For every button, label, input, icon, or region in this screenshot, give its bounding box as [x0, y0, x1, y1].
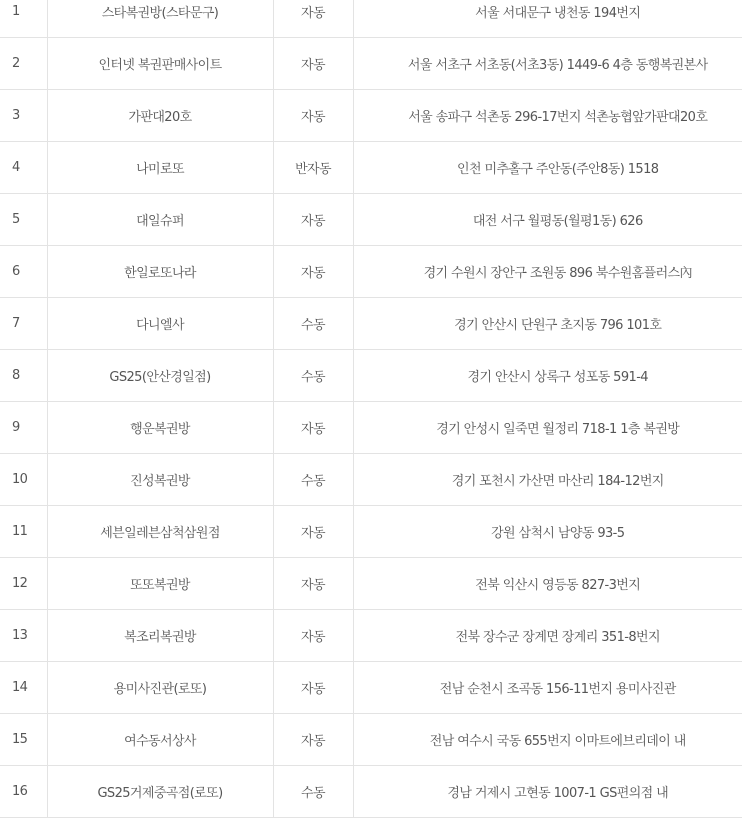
store-name-cell: GS25거제중곡점(로또) [47, 766, 273, 818]
store-address-cell: 전북 익산시 영등동 827-3번지 [353, 558, 742, 610]
selection-type-cell: 자동 [273, 402, 353, 454]
rank-number-cell: 6 [0, 246, 47, 298]
store-name-cell: 다니엘사 [47, 298, 273, 350]
store-address-cell: 경기 수원시 장안구 조원동 896 북수원홈플러스內 [353, 246, 742, 298]
rank-number-cell: 10 [0, 454, 47, 506]
rank-number-cell: 5 [0, 194, 47, 246]
store-address-cell: 경기 안산시 단원구 초지동 796 101호 [353, 298, 742, 350]
store-address-cell: 강원 삼척시 남양동 93-5 [353, 506, 742, 558]
selection-type-cell: 자동 [273, 558, 353, 610]
table-row [0, 766, 742, 818]
table-row [0, 714, 742, 766]
selection-type-cell: 자동 [273, 90, 353, 142]
selection-type-cell: 수동 [273, 766, 353, 818]
store-name-cell: 복조리복권방 [47, 610, 273, 662]
store-name-cell: 한일로또나라 [47, 246, 273, 298]
rank-number-cell: 13 [0, 610, 47, 662]
table-row [0, 402, 742, 454]
store-address-cell: 전남 여수시 국동 655번지 이마트에브리데이 내 [353, 714, 742, 766]
store-address-cell: 대전 서구 월평동(월평1동) 626 [353, 194, 742, 246]
table-row [0, 90, 742, 142]
store-address-cell: 서울 서대문구 냉천동 194번지 [353, 0, 742, 38]
rank-number-cell: 16 [0, 766, 47, 818]
table-row [0, 0, 742, 38]
store-address-cell: 경기 포천시 가산면 마산리 184-12번지 [353, 454, 742, 506]
store-address-cell: 인천 미추홀구 주안동(주안8동) 1518 [353, 142, 742, 194]
store-address-cell: 전북 장수군 장계면 장계리 351-8번지 [353, 610, 742, 662]
table-row [0, 454, 742, 506]
store-name-cell: 대일슈퍼 [47, 194, 273, 246]
store-name-cell: GS25(안산경일점) [47, 350, 273, 402]
table-row [0, 610, 742, 662]
selection-type-cell: 자동 [273, 194, 353, 246]
rank-number-cell: 14 [0, 662, 47, 714]
store-name-cell: 여수동서상사 [47, 714, 273, 766]
store-name-cell: 진성복권방 [47, 454, 273, 506]
selection-type-cell: 자동 [273, 610, 353, 662]
selection-type-cell: 수동 [273, 350, 353, 402]
table-row [0, 38, 742, 90]
store-name-cell: 나미로또 [47, 142, 273, 194]
selection-type-cell: 자동 [273, 246, 353, 298]
selection-type-cell: 자동 [273, 662, 353, 714]
store-name-cell: 세븐일레븐삼척삼원점 [47, 506, 273, 558]
selection-type-cell: 자동 [273, 714, 353, 766]
selection-type-cell: 수동 [273, 298, 353, 350]
rank-number-cell: 1 [0, 0, 47, 38]
store-address-cell: 경기 안성시 일죽면 월정리 718-1 1층 복권방 [353, 402, 742, 454]
rank-number-cell: 7 [0, 298, 47, 350]
table-row [0, 662, 742, 714]
rank-number-cell: 2 [0, 38, 47, 90]
store-name-cell: 인터넷 복권판매사이트 [47, 38, 273, 90]
table-row [0, 506, 742, 558]
table-row [0, 246, 742, 298]
store-name-cell: 용미사진관(로또) [47, 662, 273, 714]
rank-number-cell: 9 [0, 402, 47, 454]
rank-number-cell: 3 [0, 90, 47, 142]
rank-number-cell: 8 [0, 350, 47, 402]
rank-number-cell: 4 [0, 142, 47, 194]
table-row [0, 298, 742, 350]
store-name-cell: 행운복권방 [47, 402, 273, 454]
table-row [0, 558, 742, 610]
selection-type-cell: 수동 [273, 454, 353, 506]
store-address-cell: 경남 거제시 고현동 1007-1 GS편의점 내 [353, 766, 742, 818]
table-row [0, 350, 742, 402]
store-address-cell: 전남 순천시 조곡동 156-11번지 용미사진관 [353, 662, 742, 714]
table-row [0, 142, 742, 194]
table-row [0, 194, 742, 246]
rank-number-cell: 11 [0, 506, 47, 558]
selection-type-cell: 자동 [273, 506, 353, 558]
store-name-cell: 스타복권방(스타문구) [47, 0, 273, 38]
store-address-cell: 서울 서초구 서초동(서초3동) 1449-6 4층 동행복권본사 [353, 38, 742, 90]
selection-type-cell: 자동 [273, 0, 353, 38]
rank-number-cell: 15 [0, 714, 47, 766]
rank-number-cell: 12 [0, 558, 47, 610]
store-address-cell: 경기 안산시 상록구 성포동 591-4 [353, 350, 742, 402]
store-name-cell: 가판대20호 [47, 90, 273, 142]
store-name-cell: 또또복권방 [47, 558, 273, 610]
store-address-cell: 서울 송파구 석촌동 296-17번지 석촌농협앞가판대20호 [353, 90, 742, 142]
selection-type-cell: 반자동 [273, 142, 353, 194]
selection-type-cell: 자동 [273, 38, 353, 90]
